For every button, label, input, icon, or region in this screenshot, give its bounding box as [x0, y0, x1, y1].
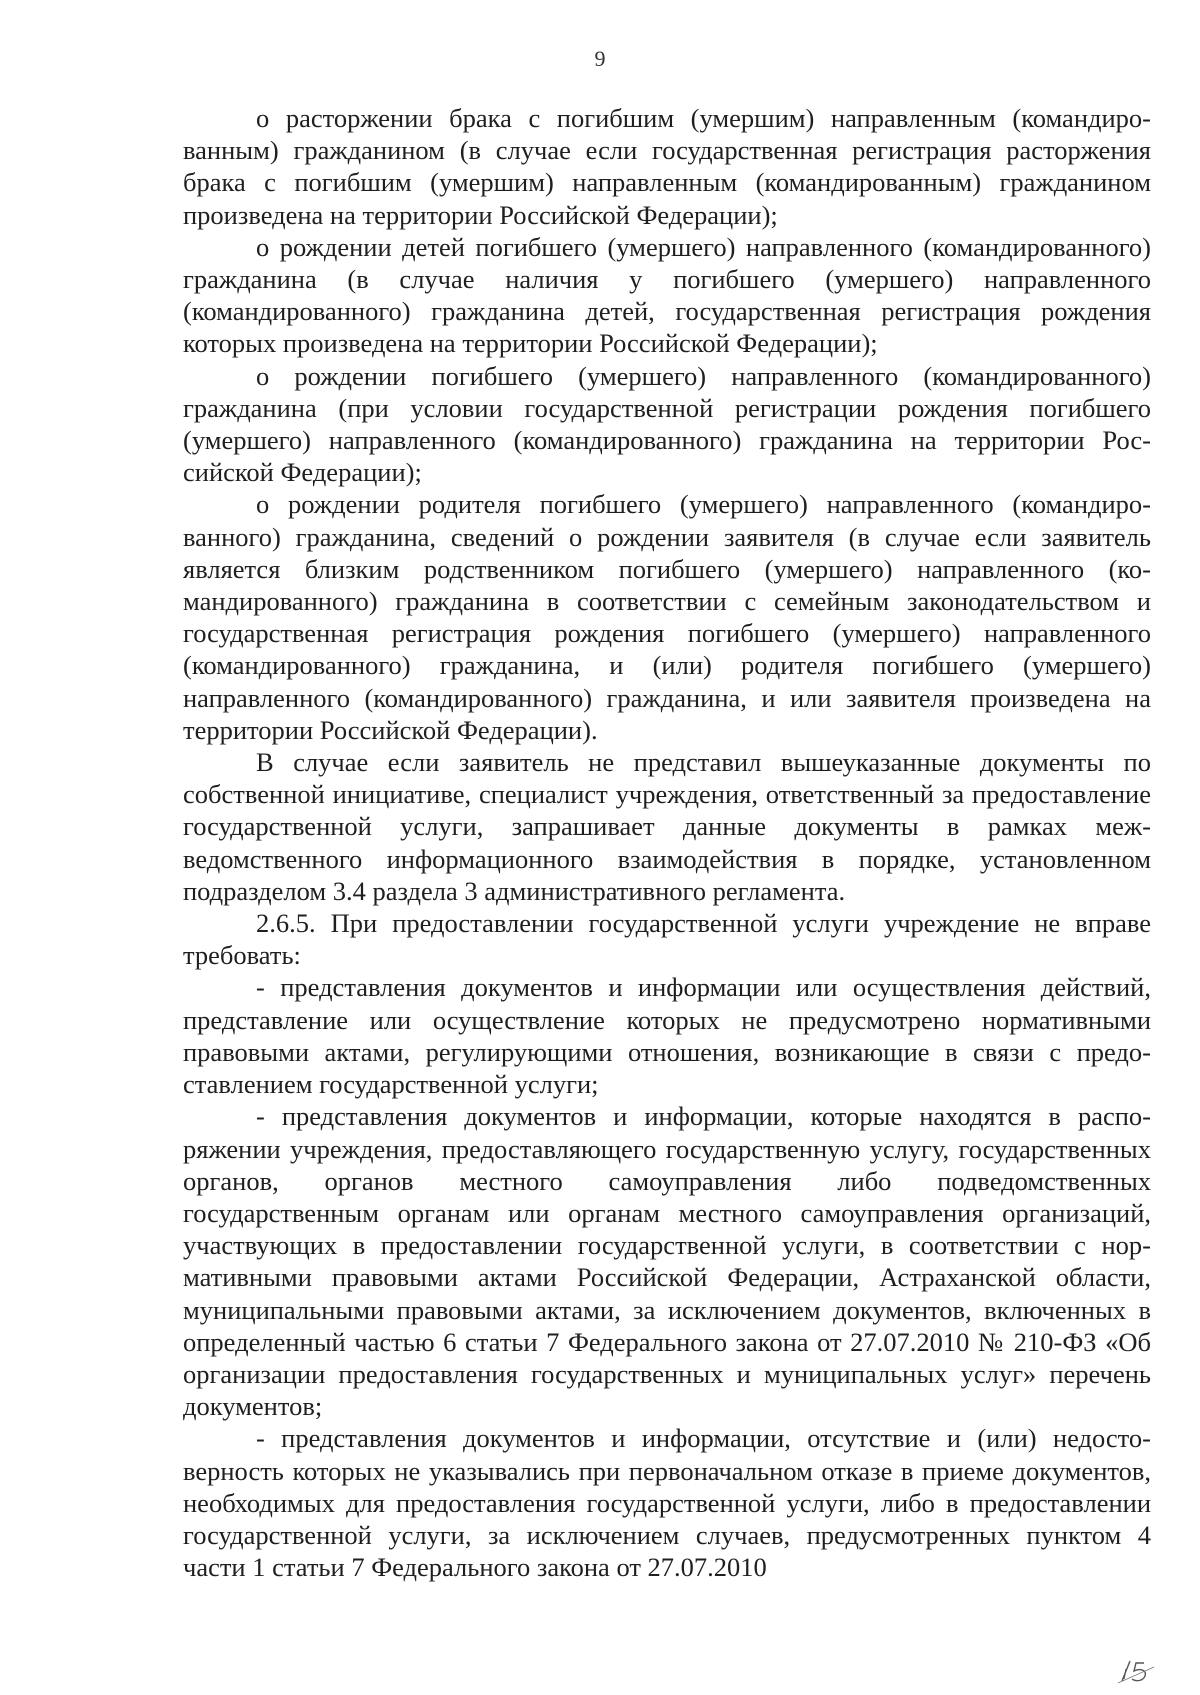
paragraph-divorce-record: о расторжении брака с погибшим (умершим) направленным (командированным) гражданином (в случае если государственная регистрация расторжения брака с погибшим (умершим) направленным (командированным) гражданином произведена на территории Российской Федерации);: [183, 103, 1151, 230]
handwritten-page-mark: [1114, 1655, 1160, 1685]
list-item-actions-not-required: - представления документов и информации или осуществления действий, представление или осуществление которых не предусмотрено нормативными правовыми актами, регулирующими отношения, возникающие в связи с предоставлением государственной услуги;: [183, 972, 1151, 1100]
document-body: [183, 102, 1151, 1583]
page-number: 9: [594, 46, 606, 71]
paragraph-section-2-6-5: 2.6.5. При предоставлении государственной услуги учреждение не вправе требовать:: [183, 908, 1151, 971]
paragraph-deceased-birth: о рождении погибшего (умершего) направленного (командированного) гражданина (при условии государственной регистрации рождения погибшего (умершего) направленного (командированного) гражданина на территории Российской Федерации);: [183, 360, 1151, 488]
paragraph-interagency-request: В случае если заявитель не представил вышеуказанные документы по собственной инициативе, специалист учреждения, ответственный за предоставление государственной услуги, запрашивает данные документы в рамках межведомственного информационного взаимодействия в порядке, установленном подразделом 3.4 раздела 3 административного регламента.: [183, 747, 1151, 906]
paragraph-children-birth: о рождении детей погибшего (умершего) направленного (командированного) гражданина (в случае наличия у погибшего (умершего) направленного (командированного) гражданина детей, государственная регистрация рождения которых произведена на территории Российской Федерации);: [183, 231, 1151, 359]
list-item-documents-in-possession: - представления документов и информации, которые находятся в распоряжении учреждения, предоставляющего государственную услугу, государственных органов, органов местного самоуправления либо подведомственных государственным органам или органам местного самоуправления организаций, участвующих в предоставлении государственной услуги, в соответствии с нормативными правовыми актами Российской Федерации, Астраханской области, муниципальными правовыми актами, за исключением документов, включенных в определенный частью 6 статьи 7 Федерального закона от 27.07.2010 № 210-ФЗ «Об организации предоставления государственных и муниципальных услуг» перечень документов;: [183, 1101, 1151, 1422]
list-item-initial-refusal: - представления документов и информации, отсутствие и (или) недостоверность которых не указывались при первоначальном отказе в приеме документов, необходимых для предоставления государственной услуги, либо в предоставлении государственной услуги, за исключением случаев, предусмотренных пунктом 4 части 1 статьи 7 Федерального закона от 27.07.2010: [183, 1423, 1151, 1583]
paragraph-parent-birth: о рождении родителя погибшего (умершего) направленного (командированного) гражданина, сведений о рождении заявителя (в случае если заявитель является близким родственником погибшего (умершего) направленного (командированного) гражданина в соответствии с семейным законодательством и государственная регистрация рождения погибшего (умершего) направленного (командированного) гражданина, и (или) родителя погибшего (умершего) направленного (командированного) гражданина, и или заявителя произведена на территории Российской Федерации).: [183, 489, 1151, 745]
